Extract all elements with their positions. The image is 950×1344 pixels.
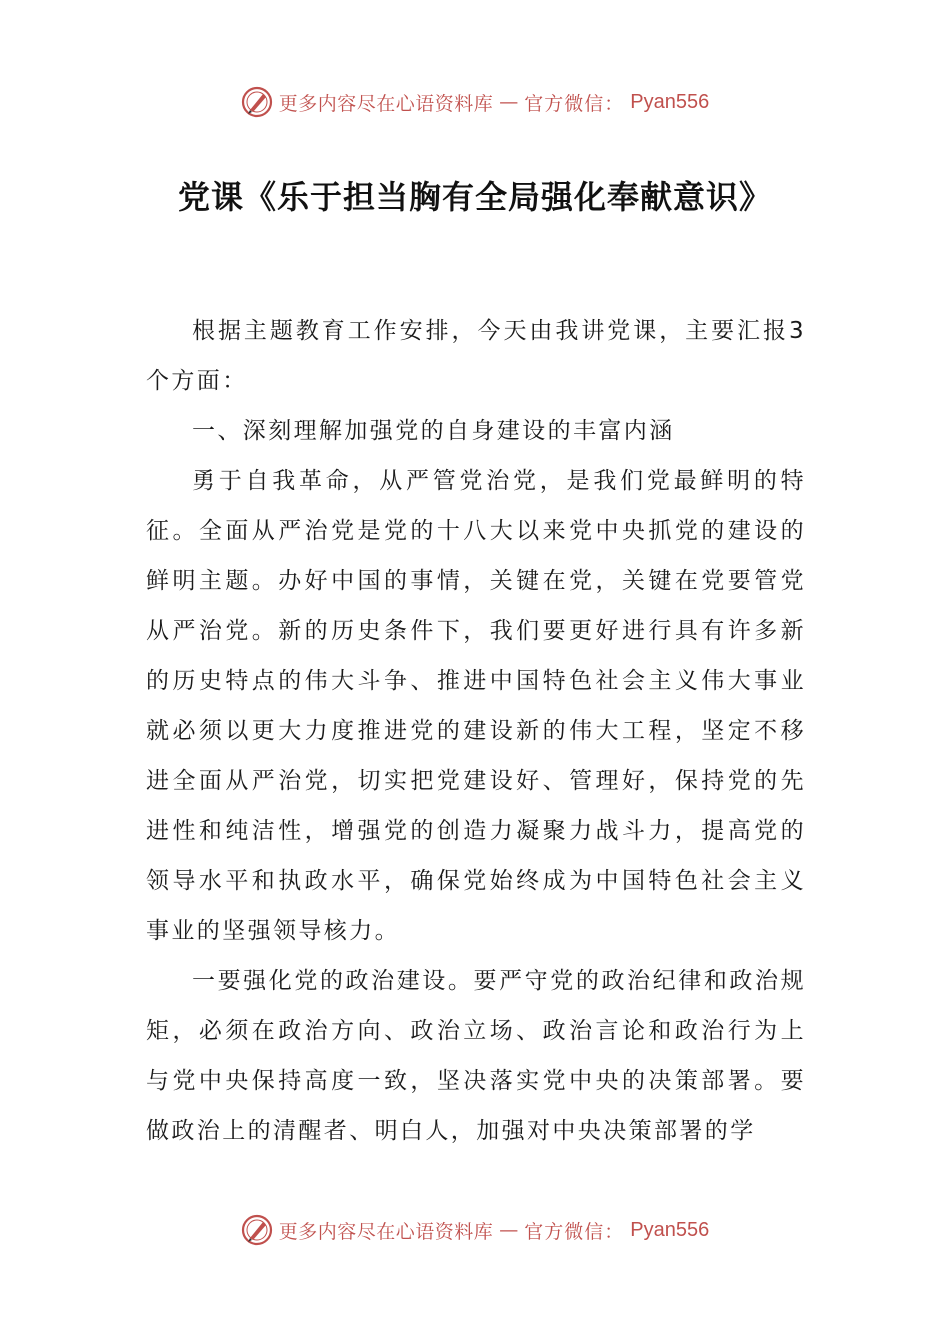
paragraph-intro: 根据主题教育工作安排，今天由我讲党课，主要汇报3个方面： [146,318,806,394]
brand-text: 更多内容尽在心语资料库 [278,1220,494,1243]
paragraph-body: 一要强化党的政治建设。要严守党的政治纪律和政治规矩，必须在政治方向、政治立场、政治言论和政治行为上与党中央保持高度一致，坚决落实党中央的决策部署。要做政治上的清醒者、明白人，加强对中央决策部署的学 [146,968,806,1144]
brand-dash: — [499,91,519,113]
paragraph-body: 勇于自我革命，从严管党治党，是我们党最鲜明的特征。全面从严治党是党的十八大以来党中央抓党的建设的鲜明主题。办好中国的事情，关键在党，关键在党要管党从严治党。新的历史条件下，我们要更好进行具有许多新的历史特点的伟大斗争、推进中国特色社会主义伟大事业就必须以更大力度推进党的建设新的伟大工程，坚定不移进全面从严治党，切实把党建设好、管理好，保持党的先进性和纯洁性，增强党的创造力凝聚力战斗力，提高党的领导水平和执政水平，确保党始终成为中国特色社会主义事业的坚强领导核力。 [146,468,806,944]
wechat-label: 官方微信： [524,1220,625,1243]
footer-watermark [0,1210,950,1250]
quill-seal-icon [241,1214,273,1246]
quill-seal-icon [241,86,273,118]
brand-text: 更多内容尽在心语资料库 [278,92,494,115]
document-title: 党课《乐于担当胸有全局强化奉献意识》 [177,178,772,216]
wechat-id: Pyan556 [630,1218,710,1241]
header-watermark [0,82,950,122]
wechat-label: 官方微信： [524,92,625,115]
section-heading: 一、深刻理解加强党的自身建设的丰富内涵 [192,418,675,444]
wechat-id: Pyan556 [630,90,710,113]
document-body [146,306,806,1156]
brand-dash: — [499,1219,519,1241]
